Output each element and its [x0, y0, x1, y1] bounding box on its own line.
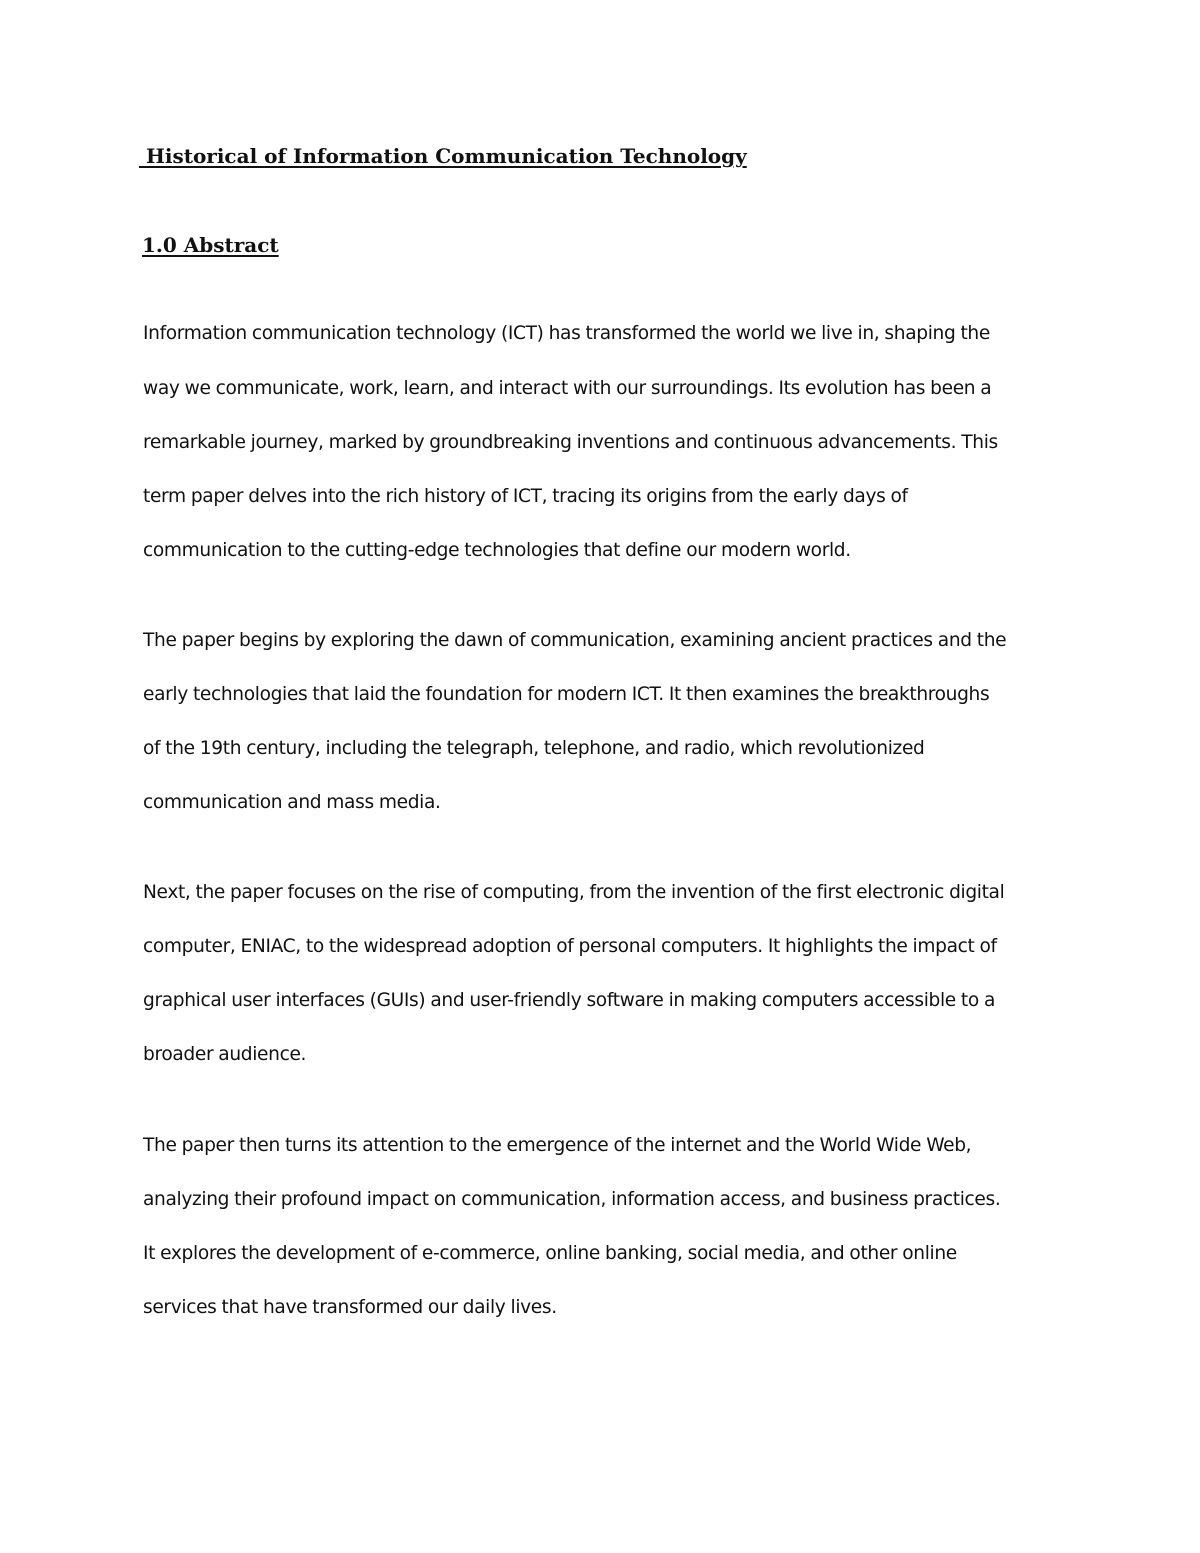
paragraph-line: analyzing their profound impact on communication, information access, and business practices.: [143, 1189, 1001, 1210]
paragraph-line: of the 19th century, including the telegraph, telephone, and radio, which revolutionized: [143, 738, 925, 759]
section-heading-abstract: 1.0 Abstract: [142, 233, 279, 257]
paragraph-line: way we communicate, work, learn, and interact with our surroundings. Its evolution has been a: [143, 378, 992, 399]
paragraph-line: early technologies that laid the foundation for modern ICT. It then examines the breakthroughs: [143, 684, 990, 705]
paragraph-line: graphical user interfaces (GUIs) and user-friendly software in making computers accessible to a: [143, 990, 996, 1011]
paragraph-line: services that have transformed our daily lives.: [143, 1297, 557, 1318]
paragraph-line: Information communication technology (ICT) has transformed the world we live in, shaping the: [143, 323, 990, 344]
paragraph-line: term paper delves into the rich history of ICT, tracing its origins from the early days of: [143, 486, 908, 507]
paragraph-line: communication and mass media.: [143, 792, 441, 813]
paragraph-line: The paper begins by exploring the dawn of communication, examining ancient practices and the: [143, 630, 1007, 651]
paragraph-line: communication to the cutting-edge technologies that define our modern world.: [143, 540, 851, 561]
paragraph-line: remarkable journey, marked by groundbreaking inventions and continuous advancements. This: [143, 432, 998, 453]
paragraph-line: The paper then turns its attention to the emergence of the internet and the World Wide Web,: [143, 1135, 972, 1156]
document-title: Historical of Information Communication Technology: [139, 144, 747, 168]
paragraph-line: broader audience.: [143, 1044, 307, 1065]
paragraph-line: computer, ENIAC, to the widespread adoption of personal computers. It highlights the impact of: [143, 936, 997, 957]
paragraph-line: Next, the paper focuses on the rise of computing, from the invention of the first electronic digital: [143, 882, 1005, 903]
paragraph-line: It explores the development of e-commerce, online banking, social media, and other online: [143, 1243, 957, 1264]
